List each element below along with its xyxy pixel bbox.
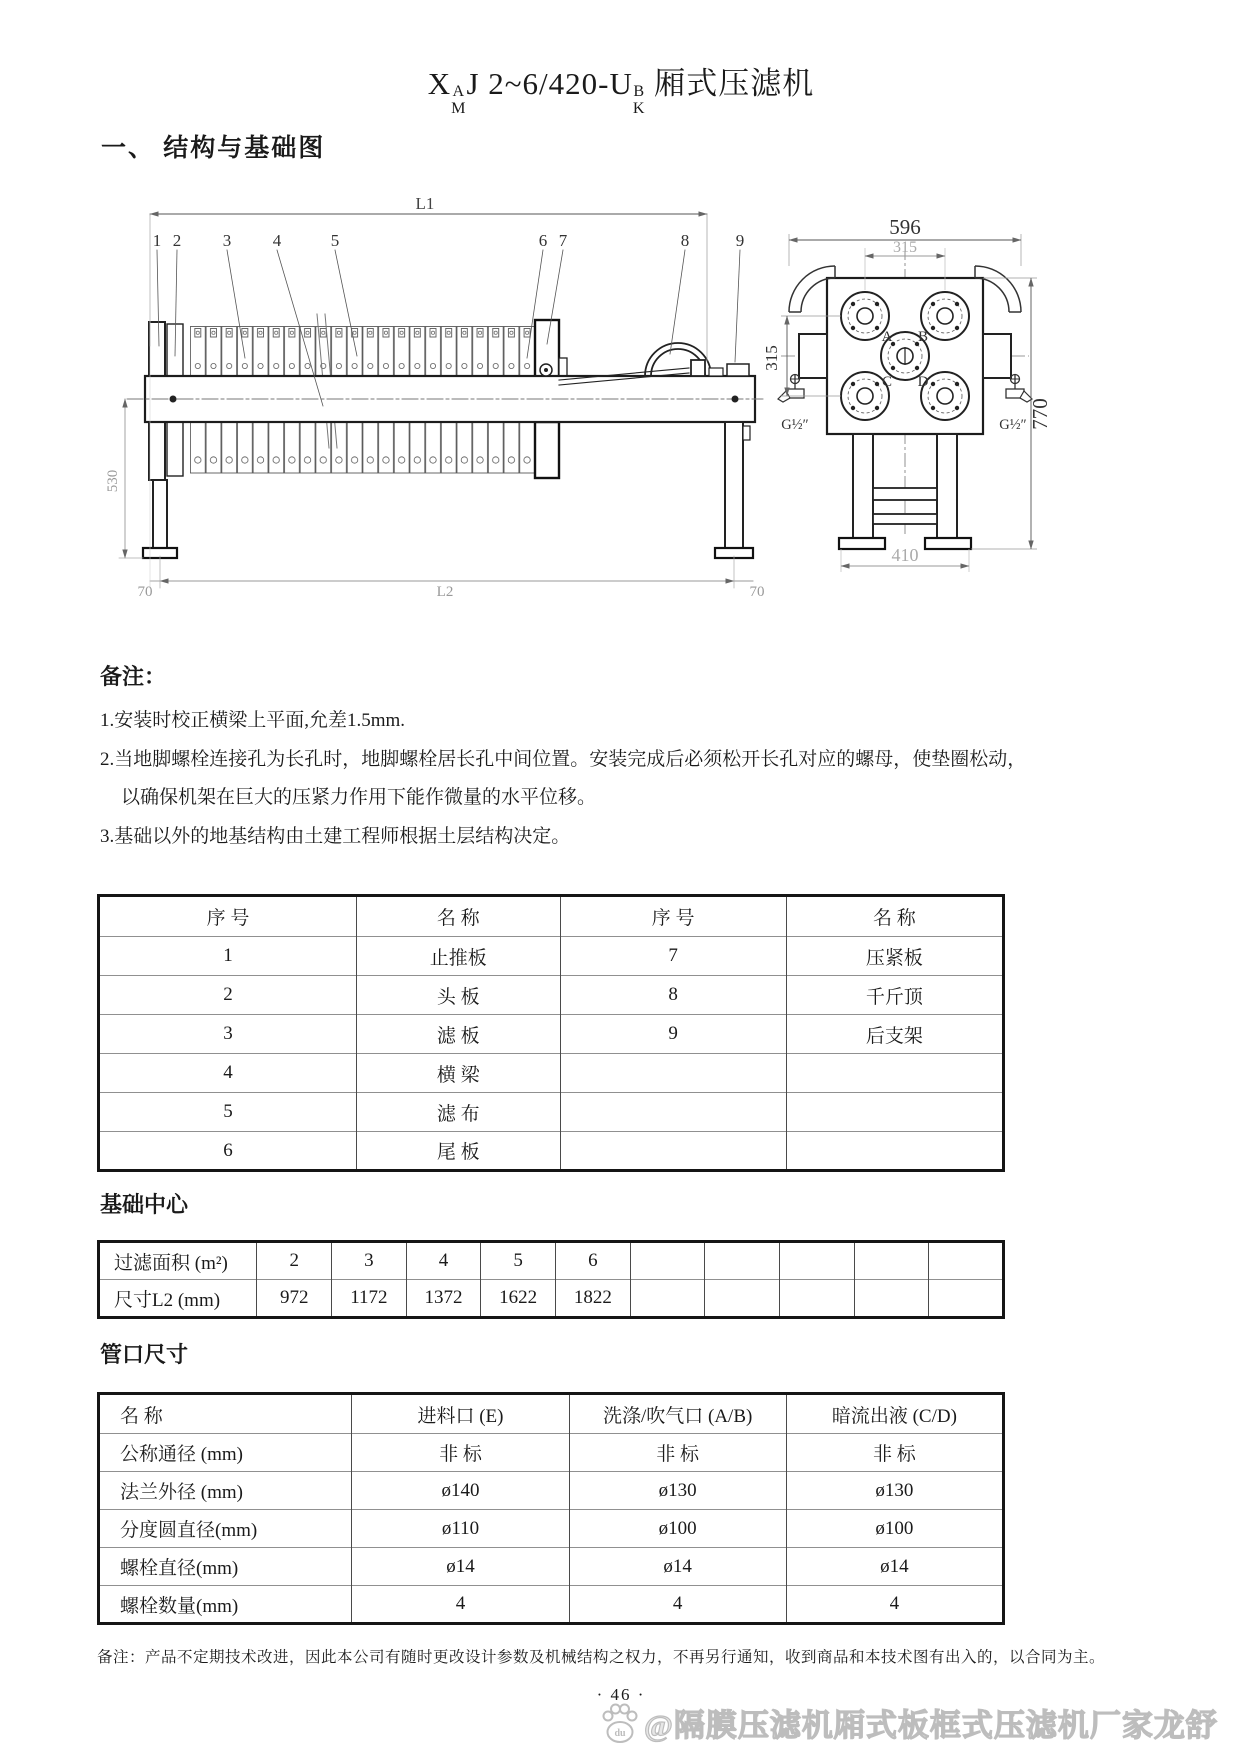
paw-text: du bbox=[614, 1728, 626, 1739]
table-cell: 螺栓数量(mm) bbox=[99, 1586, 352, 1624]
dim-label-70-left: 70 bbox=[137, 584, 153, 596]
table-cell: 公称通径 (mm) bbox=[99, 1434, 352, 1472]
footer-note: 备注：产品不定期技术改进，因此本公司有随时更改设计参数及机械结构之权力，不再另行通知，收到商品和本技术图有出入的，以合同为主。 bbox=[97, 1649, 1106, 1666]
filter-plate-stack-upper bbox=[190, 326, 535, 376]
table-cell: 5 bbox=[481, 1242, 556, 1280]
table-row bbox=[99, 1242, 1004, 1280]
table-row bbox=[99, 1548, 1004, 1586]
table-row bbox=[99, 1280, 1004, 1318]
table-cell: 6 bbox=[556, 1242, 631, 1280]
note-line: 2.当地脚螺栓连接孔为长孔时，地脚螺栓居长孔中间位置。安装完成后必须松开长孔对应的螺母，使垫圈松动， bbox=[100, 748, 1027, 770]
table-row bbox=[99, 976, 1004, 1015]
table-cell: ø14 bbox=[352, 1548, 569, 1586]
table-cell: 头 板 bbox=[356, 976, 560, 1015]
column-header: 进料口 (E) bbox=[352, 1394, 569, 1434]
table-cell: ø110 bbox=[352, 1510, 569, 1548]
title-x: X bbox=[427, 66, 452, 101]
dim-label-l2: L2 bbox=[436, 584, 454, 596]
callout-4: 4 bbox=[272, 231, 282, 250]
pipe-heading: 管口尺寸 bbox=[100, 1342, 189, 1367]
table-cell bbox=[786, 1054, 1003, 1093]
column-header: 序 号 bbox=[560, 896, 786, 937]
table-cell: 5 bbox=[99, 1093, 357, 1132]
table-row bbox=[99, 1472, 1004, 1510]
callout-8: 8 bbox=[680, 231, 690, 250]
table-cell: 过滤面积 (m²) bbox=[114, 1252, 228, 1274]
structure-foundation-drawing bbox=[95, 196, 1075, 596]
table-cell bbox=[929, 1280, 1004, 1318]
table-cell: 9 bbox=[560, 1015, 786, 1054]
flange-label-a: A bbox=[881, 329, 893, 345]
table-cell bbox=[560, 1093, 786, 1132]
table-cell: 横 梁 bbox=[356, 1054, 560, 1093]
title-suffix: 厢式压滤机 bbox=[654, 66, 815, 101]
table-row bbox=[99, 1054, 1004, 1093]
note-line: 3.基础以外的地基结构由土建工程师根据土层结构决定。 bbox=[100, 825, 571, 847]
table-cell: ø130 bbox=[786, 1472, 1003, 1510]
table-cell: 1372 bbox=[406, 1280, 481, 1318]
table-cell: 尾 板 bbox=[356, 1132, 560, 1171]
table-cell: 2 bbox=[99, 976, 357, 1015]
table-cell bbox=[779, 1242, 854, 1280]
table-cell: 4 bbox=[352, 1586, 569, 1624]
table-cell: 1172 bbox=[332, 1280, 407, 1318]
table-cell: 4 bbox=[786, 1586, 1003, 1624]
foundation-heading: 基础中心 bbox=[100, 1192, 189, 1217]
column-header: 暗流出液 (C/D) bbox=[786, 1394, 1003, 1434]
table-cell: 非 标 bbox=[786, 1434, 1003, 1472]
table-row bbox=[99, 1510, 1004, 1548]
watermark bbox=[600, 1700, 1218, 1748]
table-cell: ø140 bbox=[352, 1472, 569, 1510]
table-cell: 法兰外径 (mm) bbox=[99, 1472, 352, 1510]
table-cell bbox=[786, 1093, 1003, 1132]
flange-label-b: B bbox=[917, 329, 929, 345]
dim-label-770: 770 bbox=[1028, 398, 1052, 430]
table-cell: ø130 bbox=[569, 1472, 786, 1510]
callout-9: 9 bbox=[735, 231, 745, 250]
table-cell: 6 bbox=[99, 1132, 357, 1171]
table-cell: ø100 bbox=[569, 1510, 786, 1548]
table-cell bbox=[630, 1242, 705, 1280]
table-cell bbox=[779, 1280, 854, 1318]
column-header: 名 称 bbox=[786, 896, 1003, 937]
dim-label-70-right: 70 bbox=[749, 584, 765, 596]
note-line: 1.安装时校正横梁上平面,允差1.5mm. bbox=[100, 710, 406, 731]
end-view bbox=[762, 215, 1052, 572]
table-cell: 滤 布 bbox=[356, 1093, 560, 1132]
table-cell: 非 标 bbox=[352, 1434, 569, 1472]
table-cell: 千斤顶 bbox=[786, 976, 1003, 1015]
table-cell: 972 bbox=[257, 1280, 332, 1318]
flange-label-c: C bbox=[881, 374, 893, 390]
paw-icon bbox=[600, 1700, 640, 1748]
table-cell bbox=[560, 1132, 786, 1171]
table-cell: 7 bbox=[560, 937, 786, 976]
table-row bbox=[99, 1132, 1004, 1171]
column-header: 名 称 bbox=[356, 896, 560, 937]
flange-label-d: D bbox=[917, 374, 929, 390]
table-row bbox=[99, 937, 1004, 976]
table-cell bbox=[929, 1242, 1004, 1280]
thrust-plate bbox=[149, 322, 165, 376]
table-cell bbox=[630, 1280, 705, 1318]
notes-block bbox=[100, 702, 1175, 856]
table-cell: 分度圆直径(mm) bbox=[99, 1510, 352, 1548]
table-cell: 4 bbox=[406, 1242, 481, 1280]
title-supsub-am: A M bbox=[451, 83, 467, 118]
callout-6: 6 bbox=[538, 231, 548, 250]
table-cell: 1822 bbox=[556, 1280, 631, 1318]
table-cell: 压紧板 bbox=[786, 937, 1003, 976]
column-header: 洗涤/吹气口 (A/B) bbox=[569, 1394, 786, 1434]
side-view bbox=[105, 196, 765, 596]
table-row bbox=[99, 1586, 1004, 1624]
filter-plate-stack-lower bbox=[190, 422, 535, 474]
table-cell bbox=[854, 1280, 929, 1318]
side-lug-left bbox=[799, 334, 827, 378]
table-cell: 1 bbox=[99, 937, 357, 976]
table-cell: 非 标 bbox=[569, 1434, 786, 1472]
table-cell: 后支架 bbox=[786, 1015, 1003, 1054]
table-cell: 止推板 bbox=[356, 937, 560, 976]
table-cell bbox=[560, 1054, 786, 1093]
table-cell: 3 bbox=[99, 1015, 357, 1054]
table-cell bbox=[854, 1242, 929, 1280]
valve-label-right: G½″ bbox=[999, 417, 1027, 433]
note-line: 以确保机架在巨大的压紧力作用下能作微量的水平位移。 bbox=[121, 787, 597, 808]
dim-label-530: 530 bbox=[105, 469, 121, 493]
callout-7: 7 bbox=[558, 231, 568, 250]
column-header: 序 号 bbox=[206, 908, 250, 929]
table-row bbox=[99, 1093, 1004, 1132]
notes-heading: 备注： bbox=[100, 664, 167, 689]
table-row bbox=[99, 1015, 1004, 1054]
callout-1: 1 bbox=[152, 231, 162, 250]
section-heading: 一、 结构与基础图 bbox=[101, 135, 326, 162]
faucet-right bbox=[1006, 375, 1032, 403]
faucet-left bbox=[778, 375, 804, 403]
dimension-530 bbox=[105, 399, 143, 558]
table-cell: 4 bbox=[569, 1586, 786, 1624]
flange-b bbox=[921, 292, 969, 340]
callout-3: 3 bbox=[222, 231, 232, 250]
page-number: · 46 · bbox=[596, 1685, 646, 1704]
callout-5: 5 bbox=[330, 231, 340, 250]
table-cell: 2 bbox=[257, 1242, 332, 1280]
table-cell: 1622 bbox=[481, 1280, 556, 1318]
dim-label-410: 410 bbox=[891, 545, 919, 565]
front-leg bbox=[153, 480, 167, 548]
table-cell: 尺寸L2 (mm) bbox=[99, 1280, 257, 1318]
dim-label-596: 596 bbox=[889, 215, 921, 239]
callout-2: 2 bbox=[172, 231, 182, 250]
table-cell: 3 bbox=[332, 1242, 407, 1280]
foundation-table bbox=[97, 1240, 1005, 1319]
dim-label-315-top: 315 bbox=[893, 239, 917, 256]
table-cell bbox=[786, 1132, 1003, 1171]
table-cell: ø100 bbox=[786, 1510, 1003, 1548]
table-cell: ø14 bbox=[786, 1548, 1003, 1586]
table-row bbox=[99, 1434, 1004, 1472]
page-title bbox=[0, 58, 1242, 118]
table-cell: 4 bbox=[99, 1054, 357, 1093]
valve-label-left: G½″ bbox=[781, 417, 809, 433]
watermark-text: @隔膜压滤机厢式板框式压滤机厂家龙舒 bbox=[644, 1708, 1218, 1743]
table-cell bbox=[705, 1280, 780, 1318]
table-cell bbox=[705, 1242, 780, 1280]
title-mid: J 2~6/420-U bbox=[466, 66, 633, 101]
table-cell: 8 bbox=[560, 976, 786, 1015]
drawing-svg bbox=[95, 196, 1075, 596]
dim-label-l1: L1 bbox=[415, 196, 435, 213]
parts-table bbox=[97, 894, 1005, 1172]
dim-label-315-left: 315 bbox=[762, 345, 781, 371]
pipe-table bbox=[97, 1392, 1005, 1625]
table-cell: 螺栓直径(mm) bbox=[99, 1548, 352, 1586]
side-lug-right bbox=[983, 334, 1011, 378]
table-cell: ø14 bbox=[569, 1548, 786, 1586]
column-header: 名 称 bbox=[120, 1405, 163, 1427]
table-cell: 滤 板 bbox=[356, 1015, 560, 1054]
title-supsub-bk: B K bbox=[632, 83, 646, 118]
